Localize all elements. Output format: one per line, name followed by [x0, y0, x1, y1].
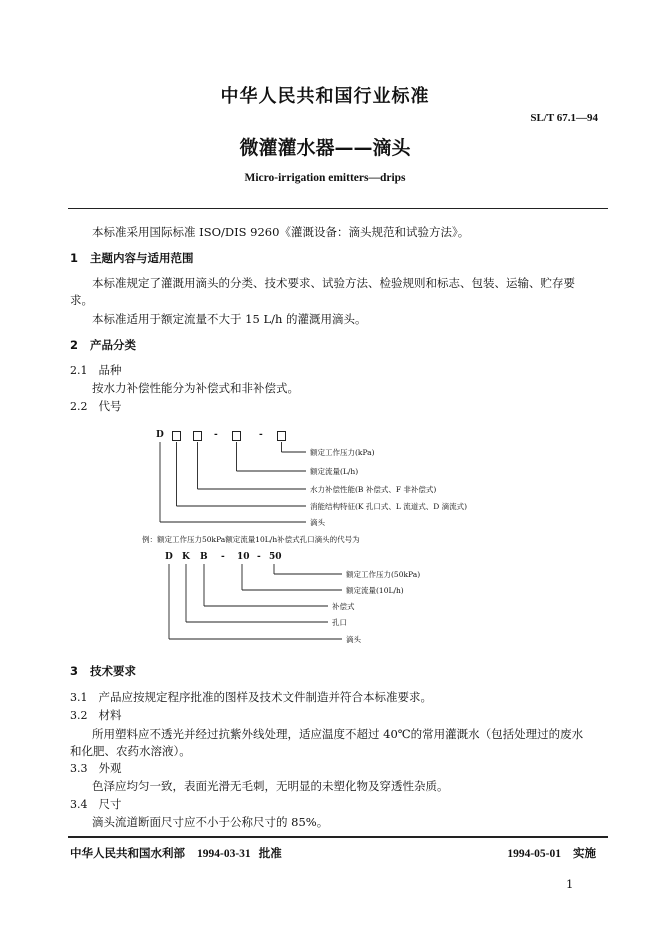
issuing-authority: 中华人民共和国水利部 — [70, 846, 185, 860]
subsection-number: 3.3 — [70, 762, 88, 775]
footer-approval — [70, 845, 282, 861]
section-number: 1 — [70, 251, 79, 265]
subsection-3-3-heading — [70, 760, 121, 777]
subsection-3-2-line-1: 所用塑料应不透光并经过抗紫外线处理，适应温度不超过 40℃的常用灌溉水（包括处理过的废水 — [92, 727, 584, 741]
section-title: 主题内容与适用范围 — [90, 251, 194, 265]
diagram-label-compensation: 水力补偿性能(B 补偿式、F 非补偿式) — [310, 485, 437, 494]
document-title-english: Micro-irrigation emitters—drips — [244, 172, 406, 184]
section-title: 技术要求 — [90, 664, 137, 678]
example-label-dripper: 滴头 — [346, 635, 361, 644]
page-number: 1 — [566, 877, 574, 891]
standard-category-title: 中华人民共和国行业标准 — [220, 86, 430, 107]
subsection-3-1 — [70, 689, 432, 706]
subsection-text: 产品应按规定程序批准的图样及技术文件制造并符合本标准要求。 — [98, 690, 432, 704]
example-code-letter: K — [182, 552, 190, 562]
approval-date: 1994-03-31 — [197, 848, 251, 860]
footer-rule — [68, 836, 608, 838]
subsection-3-2-line-2: 和化肥、农药水溶液）。 — [70, 744, 191, 758]
example-code-letter: D — [165, 552, 173, 562]
diagram-label-rated-pressure: 额定工作压力(kPa) — [310, 448, 375, 457]
example-label-orifice: 孔口 — [332, 618, 347, 627]
subsection-number: 3.4 — [70, 798, 88, 811]
diagram-label-rated-flow: 额定流量(L/h) — [310, 467, 359, 476]
example-code-number: 10 — [237, 552, 250, 562]
subsection-title: 品种 — [98, 363, 122, 377]
document-title: 微灌灌水器——滴头 — [239, 137, 411, 159]
diagram-label-structure: 消能结构特征(K 孔口式、L 流道式、D 滴流式) — [310, 502, 468, 511]
example-code-number: 50 — [269, 552, 282, 562]
section-1-paragraph-1-line-1: 本标准规定了灌溉用滴头的分类、技术要求、试验方法、检验规则和标志、包装、运输、贮存要 — [92, 276, 575, 290]
code-dash: - — [214, 430, 218, 440]
diagram-label-dripper: 滴头 — [310, 518, 325, 527]
subsection-2-1-text: 按水力补偿性能分为补偿式和非补偿式。 — [92, 381, 299, 395]
example-code-dash: - — [257, 552, 261, 562]
subsection-title: 尺寸 — [98, 797, 122, 811]
subsection-title: 外观 — [98, 761, 122, 775]
diagram-lead-letter: D — [156, 430, 164, 440]
example-caption: 例：额定工作压力50kPa额定流量10L/h补偿式孔口滴头的代号为 — [142, 535, 360, 544]
section-title: 产品分类 — [90, 338, 137, 352]
section-number: 2 — [70, 338, 79, 352]
section-3-heading — [70, 663, 136, 679]
code-dash: - — [259, 430, 263, 440]
subsection-3-4-heading — [70, 796, 121, 813]
subsection-number: 2.2 — [70, 400, 88, 413]
section-1-paragraph-2: 本标准适用于额定流量不大于 15 L/h 的灌溉用滴头。 — [92, 312, 367, 326]
example-label-compensation: 补偿式 — [332, 602, 355, 611]
subsection-title: 代号 — [98, 399, 122, 413]
subsection-title: 材料 — [98, 708, 122, 722]
subsection-number: 2.1 — [70, 364, 88, 377]
intro-paragraph: 本标准采用国际标准 ISO/DIS 9260《灌溉设备：滴头规范和试验方法》。 — [92, 225, 470, 239]
section-number: 3 — [70, 664, 79, 678]
subsection-3-3-text: 色泽应均匀一致，表面光滑无毛刺，无明显的未塑化物及穿透性杂质。 — [92, 779, 449, 793]
footer-implementation — [507, 845, 596, 861]
example-label-rated-flow: 额定流量(10L/h) — [346, 586, 404, 595]
example-code-dash: - — [221, 552, 225, 562]
example-label-rated-pressure: 额定工作压力(50kPa) — [346, 570, 421, 579]
standard-code: SL/T 67.1—94 — [530, 112, 598, 124]
implementation-date: 1994-05-01 — [507, 848, 561, 860]
section-1-paragraph-1-line-2: 求。 — [70, 293, 93, 307]
subsection-number: 3.1 — [70, 691, 88, 704]
implementation-label: 实施 — [573, 846, 596, 860]
subsection-3-2-heading — [70, 707, 121, 724]
approval-label: 批准 — [258, 846, 282, 860]
example-code-letter: B — [200, 552, 208, 562]
subsection-number: 3.2 — [70, 709, 88, 722]
subsection-3-4-text: 滴头流道断面尺寸应不小于公称尺寸的 85%。 — [92, 815, 329, 829]
